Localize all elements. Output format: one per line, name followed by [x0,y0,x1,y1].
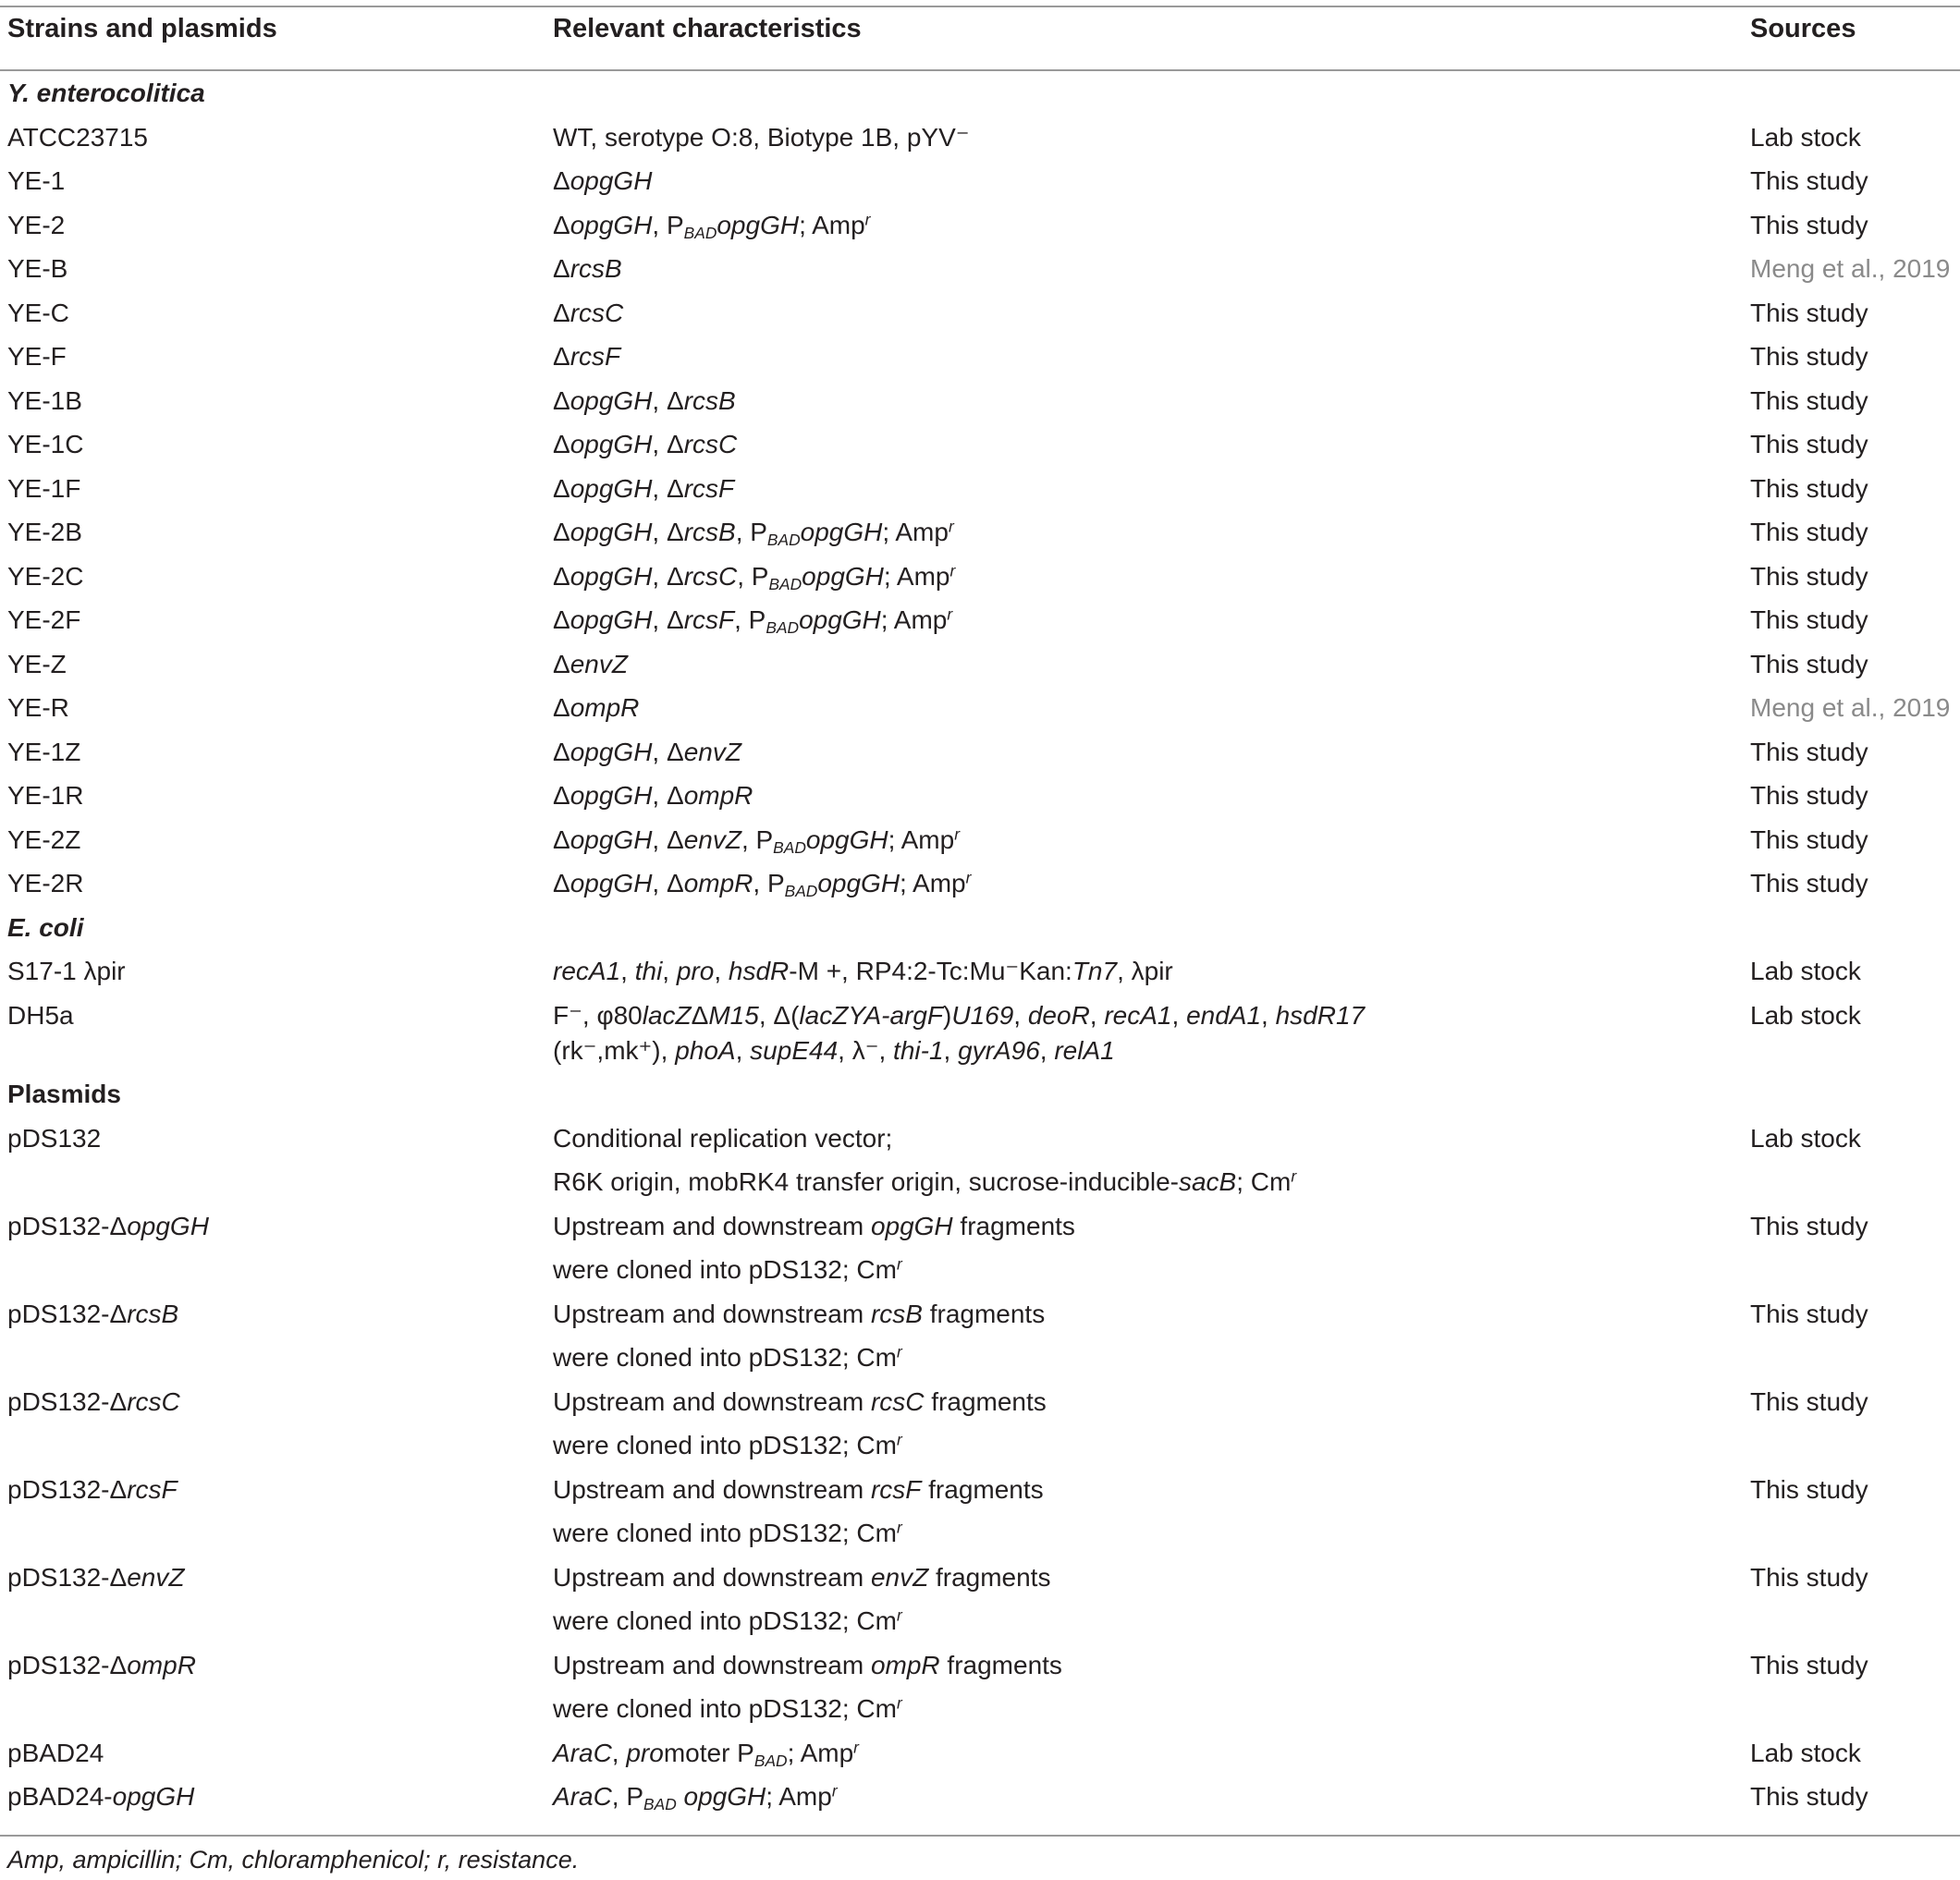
strain-name: YE-1Z [7,737,81,766]
strain-name: pDS132-ΔenvZ [7,1562,185,1592]
table-row [0,510,1960,555]
header-row [0,7,1960,52]
table-bottom-rule [0,1835,1960,1837]
table-row [0,861,1960,906]
strain-name: DH5a [7,1000,74,1030]
source: This study [1750,518,1868,547]
relevant-characteristics: ΔrcsF [553,342,621,372]
relevant-characteristics: ΔrcsB [553,254,622,284]
table-row [0,642,1960,687]
source: This study [1750,166,1868,196]
table-row [0,686,1960,730]
relevant-characteristics: ΔopgGH, ΔrcsF, $P_{BAD}opgGH$; Amp$^r$ [553,604,953,638]
table-row [0,949,1960,994]
relevant-characteristics: Upstream and downstream rcsC fragments [553,1386,1047,1416]
relevant-characteristics: were cloned into pDS132; Cm$^r$ [553,1430,902,1460]
source: This study [1750,561,1868,591]
table-row [0,1204,1960,1249]
strain-name: YE-1R [7,781,84,811]
table-row [0,1511,1960,1556]
table-row [0,1248,1960,1292]
table-row [0,555,1960,599]
relevant-characteristics: ΔopgGH, ΔenvZ, $P_{BAD}opgGH$; Amp$^r$ [553,824,960,857]
column-header-characteristics: Relevant characteristics [553,14,862,44]
relevant-characteristics: ΔopgGH, ΔrcsF [553,473,735,503]
relevant-characteristics: Upstream and downstream rcsB fragments [553,1299,1046,1328]
relevant-characteristics: ΔopgGH, ΔrcsB, $P_{BAD}opgGH$; Amp$^r$ [553,517,954,550]
relevant-characteristics: Upstream and downstream opgGH fragments [553,1211,1075,1240]
table-row [0,422,1960,467]
relevant-characteristics: (rk⁻,mk⁺), phoA, supE44, λ⁻, thi-1, gyrA96, relA1 [553,1035,1115,1065]
table-row [0,116,1960,160]
section-row [0,906,1960,950]
strain-name: YE-C [7,298,69,327]
table-row [0,159,1960,203]
table-row [0,291,1960,336]
section-title: Y. enterocolitica [7,79,205,108]
relevant-characteristics: AraC, $P_{BAD}$ opgGH; Amp$^r$ [553,1781,838,1814]
table-row [0,774,1960,818]
table-footnote: Amp, ampicillin; Cm, chloramphenicol; r, resistance. [7,1846,580,1874]
relevant-characteristics: R6K origin, mobRK4 transfer origin, sucrose-inducible-sacB; Cm$^r$ [553,1166,1297,1197]
relevant-characteristics: ΔopgGH, ΔenvZ [553,737,741,766]
table-row [0,247,1960,291]
section-row [0,71,1960,116]
table-row [0,1556,1960,1600]
table-row [0,598,1960,642]
source: This study [1750,869,1868,898]
strain-name: S17-1 λpir [7,957,126,986]
relevant-characteristics: ΔrcsC [553,298,624,327]
strain-name: YE-B [7,254,68,284]
strain-name: YE-F [7,342,67,372]
strain-name: YE-2Z [7,824,81,854]
source: Meng et al., 2019 [1750,693,1951,723]
section-title: E. coli [7,912,84,942]
table-row [0,1117,1960,1161]
relevant-characteristics: ΔopgGH, $P_{BAD}opgGH$; Amp$^r$ [553,210,871,242]
source: Lab stock [1750,1000,1861,1030]
source: This study [1750,210,1868,239]
strain-name: YE-1 [7,166,66,196]
source: Meng et al., 2019 [1750,254,1951,284]
relevant-characteristics: were cloned into pDS132; Cm$^r$ [553,1342,902,1373]
source: This study [1750,430,1868,459]
table-row [0,1599,1960,1643]
relevant-characteristics: ΔopgGH [553,166,653,196]
source: This study [1750,385,1868,415]
strain-name: pBAD24-opgGH [7,1782,195,1812]
section-title: Plasmids [7,1080,121,1109]
relevant-characteristics: F⁻, φ80lacZΔM15, Δ(lacZYA-argF)U169, deoR, recA1, endA1, hsdR17 [553,1000,1366,1030]
table-row [0,1468,1960,1512]
relevant-characteristics: Upstream and downstream rcsF fragments [553,1474,1044,1504]
table-row [0,467,1960,511]
relevant-characteristics: ΔopgGH, ΔrcsC, $P_{BAD}opgGH$; Amp$^r$ [553,561,956,593]
relevant-characteristics: Conditional replication vector; [553,1123,893,1153]
table-row [0,1775,1960,1819]
relevant-characteristics: ΔopgGH, ΔompR [553,781,753,811]
relevant-characteristics: AraC, promoter $P_{BAD}$; Amp$^r$ [553,1738,859,1770]
table-row [0,1643,1960,1688]
source: This study [1750,342,1868,372]
table-row [0,1029,1960,1073]
strain-name: YE-2R [7,869,84,898]
relevant-characteristics: ΔompR [553,693,640,723]
strain-name: pDS132-ΔrcsB [7,1299,179,1328]
relevant-characteristics: were cloned into pDS132; Cm$^r$ [553,1254,902,1285]
table-row [0,818,1960,862]
source: This study [1750,1211,1868,1240]
strain-name: YE-1C [7,430,84,459]
source: This study [1750,1386,1868,1416]
table-row [0,203,1960,248]
section-row [0,1072,1960,1117]
relevant-characteristics: were cloned into pDS132; Cm$^r$ [553,1605,902,1636]
relevant-characteristics: ΔopgGH, ΔompR, $P_{BAD}opgGH$; Amp$^r$ [553,868,972,901]
strain-name: YE-Z [7,649,67,678]
table-row [0,335,1960,379]
source: Lab stock [1750,1123,1861,1153]
strain-name: pBAD24 [7,1738,104,1767]
relevant-characteristics: were cloned into pDS132; Cm$^r$ [553,1518,902,1548]
relevant-characteristics: Upstream and downstream envZ fragments [553,1562,1051,1592]
source: This study [1750,605,1868,635]
table-row [0,1292,1960,1337]
source: This study [1750,781,1868,811]
column-header-sources: Sources [1750,14,1856,44]
source: This study [1750,1299,1868,1328]
source: This study [1750,1782,1868,1812]
strain-name: YE-1F [7,473,81,503]
source: Lab stock [1750,122,1861,152]
relevant-characteristics: WT, serotype O:8, Biotype 1B, pYV⁻ [553,122,970,152]
source: This study [1750,473,1868,503]
strain-name: pDS132-ΔopgGH [7,1211,209,1240]
source: This study [1750,737,1868,766]
strain-name: pDS132-ΔrcsC [7,1386,180,1416]
relevant-characteristics: were cloned into pDS132; Cm$^r$ [553,1693,902,1724]
source: This study [1750,1650,1868,1679]
source: Lab stock [1750,957,1861,986]
source: This study [1750,1562,1868,1592]
source: This study [1750,1474,1868,1504]
strain-name: YE-2B [7,518,82,547]
table-row [0,1731,1960,1776]
table-row [0,1380,1960,1424]
table-row [0,1160,1960,1204]
table-row [0,1336,1960,1380]
table-row [0,1423,1960,1468]
table-row [0,379,1960,423]
relevant-characteristics: Upstream and downstream ompR fragments [553,1650,1062,1679]
table-row [0,1687,1960,1731]
source: This study [1750,649,1868,678]
strain-name: ATCC23715 [7,122,149,152]
strain-name: YE-2 [7,210,66,239]
source: This study [1750,824,1868,854]
strain-name: pDS132 [7,1123,102,1153]
strain-name: YE-2C [7,561,84,591]
relevant-characteristics: ΔopgGH, ΔrcsB [553,385,736,415]
strain-name: YE-1B [7,385,82,415]
strain-name: pDS132-ΔompR [7,1650,196,1679]
relevant-characteristics: ΔenvZ [553,649,628,678]
strain-name: YE-R [7,693,69,723]
column-header-strains: Strains and plasmids [7,14,277,44]
relevant-characteristics: ΔopgGH, ΔrcsC [553,430,738,459]
source: Lab stock [1750,1738,1861,1767]
strain-name: YE-2F [7,605,81,635]
strain-name: pDS132-ΔrcsF [7,1474,178,1504]
relevant-characteristics: recA1, thi, pro, hsdR-M +, RP4:2-Tc:Mu⁻Kan:Tn7, λpir [553,957,1173,986]
source: This study [1750,298,1868,327]
table-row [0,730,1960,775]
